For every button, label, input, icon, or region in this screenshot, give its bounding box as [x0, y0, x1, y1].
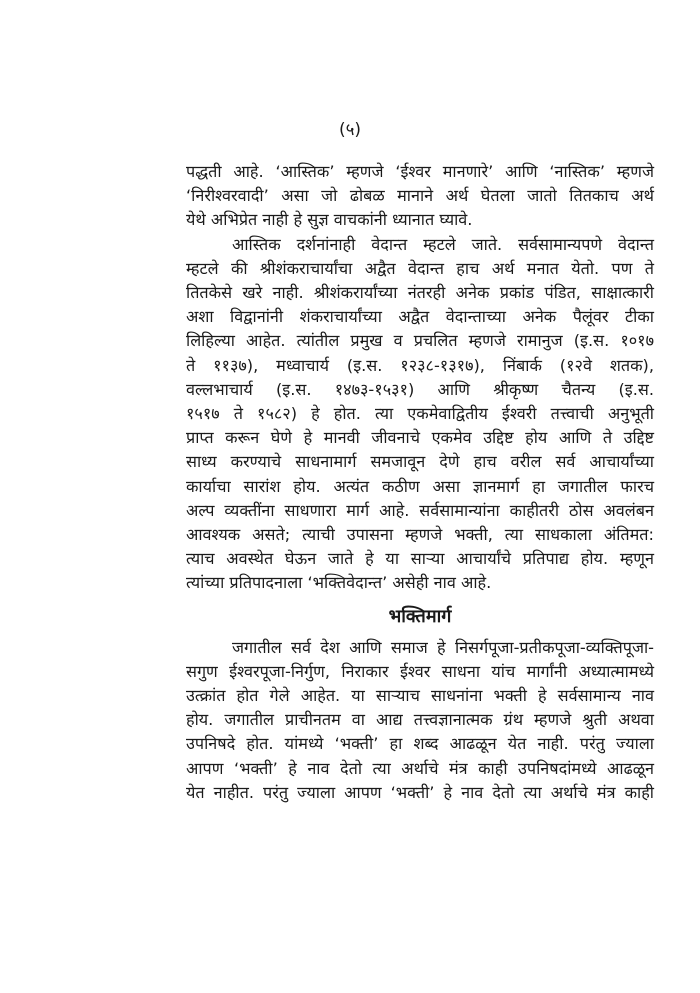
- text-line: उपनिषदे होत. यांमध्ये ‘भक्ती’ हा शब्द आढळून येत नाही. परंतु ज्याला: [186, 734, 654, 754]
- text-line: जगातील सर्व देश आणि समाज हे निसर्गपूजा-प्रतीकपूजा-व्यक्तिपूजा-: [232, 637, 654, 657]
- text-line: आवश्यक असते; त्याची उपासना म्हणजे भक्ती, त्या साधकाला अंतिमत:: [186, 525, 654, 545]
- text-line: म्हटले की श्रीशंकराचार्यांचा अद्वैत वेदान्त हाच अर्थ मनात येतो. पण ते: [186, 258, 654, 278]
- text-line: उत्क्रांत होत गेले आहेत. या साऱ्याच साधनांना भक्ती हे सर्वसामान्य नाव: [186, 686, 654, 706]
- text-line: आस्तिक दर्शनांनाही वेदान्त म्हटले जाते. सर्वसामान्यपणे वेदान्त: [232, 234, 654, 254]
- text-column: [186, 160, 654, 805]
- text-line: होय. जगातील प्राचीनतम वा आद्य तत्त्वज्ञानात्मक ग्रंथ म्हणजे श्रुती अथवा: [186, 710, 654, 730]
- paragraph-1: [186, 160, 654, 233]
- text-line: अल्प व्यक्तींना साधणारा मार्ग आहे. सर्वसामान्यांना काहीतरी ठोस अवलंबन: [186, 500, 654, 520]
- text-line: येथे अभिप्रेत नाही हे सुज्ञ वाचकांनी ध्यानात घ्यावे.: [186, 210, 473, 230]
- text-line: ‘निरीश्वरवादी’ असा जो ढोबळ मानाने अर्थ घेतला जातो तितकाच अर्थ: [186, 186, 654, 206]
- text-line: त्यांच्या प्रतिपादनाला ‘भक्तिवेदान्त’ असेही नाव आहे.: [186, 573, 492, 593]
- text-line: येत नाहीत. परंतु ज्याला आपण ‘भक्ती’ हे नाव देतो त्या अर्थाचे मंत्र काही: [186, 782, 654, 802]
- text-line: ते ११३७), मध्वाचार्य (इ.स. १२३८-१३१७), निंबार्क (१२वे शतक),: [186, 355, 654, 375]
- text-line: लिहिल्या आहेत. त्यांतील प्रमुख व प्रचलित म्हणजे रामानुज (इ.स. १०१७: [186, 331, 654, 351]
- text-line: प्राप्त करून घेणे हे मानवी जीवनाचे एकमेव उद्दिष्ट होय आणि ते उद्दिष्ट: [186, 428, 654, 448]
- text-line: आपण ‘भक्ती’ हे नाव देतो त्या अर्थाचे मंत्र काही उपनिषदांमध्ये आढळून: [186, 758, 654, 778]
- paragraph-2: [186, 233, 654, 596]
- text-line: वल्लभाचार्य (इ.स. १४७३-१५३१) आणि श्रीकृष्ण चैतन्य (इ.स.: [186, 379, 654, 399]
- paragraph-3: [186, 636, 654, 805]
- page-number: (५): [338, 120, 362, 140]
- text-line: पद्धती आहे. ‘आस्तिक’ म्हणजे ‘ईश्वर मानणारे’ आणि ‘नास्तिक’ म्हणजे: [186, 162, 654, 181]
- text-line: साध्य करण्याचे साधनामार्ग समजावून देणे हाच वरील सर्व आचार्यांच्या: [186, 452, 654, 472]
- text-line: सगुण ईश्वरपूजा-निर्गुण, निराकार ईश्वर साधना यांच मार्गांनी अध्यात्मामध्ये: [186, 661, 654, 681]
- text-line: अशा विद्वानांनी शंकराचार्यांच्या अद्वैत वेदान्ताच्या अनेक पैलूंवर टीका: [186, 307, 654, 327]
- text-line: तितकेसे खरे नाही. श्रीशंकरार्यांच्या नंतरही अनेक प्रकांड पंडित, साक्षात्कारी: [186, 283, 654, 303]
- text-line: कार्याचा सारांश होय. अत्यंत कठीण असा ज्ञानमार्ग हा जगातील फारच: [186, 476, 654, 496]
- text-line: त्याच अवस्थेत घेऊन जाते हे या साऱ्या आचार्यांचे प्रतिपाद्य होय. म्हणून: [186, 549, 654, 569]
- text-line: १५१७ ते १५८२) हे होत. त्या एकमेवाद्वितीय ईश्वरी तत्त्वाची अनुभूती: [186, 404, 654, 424]
- section-heading: भक्तिमार्ग: [388, 605, 452, 627]
